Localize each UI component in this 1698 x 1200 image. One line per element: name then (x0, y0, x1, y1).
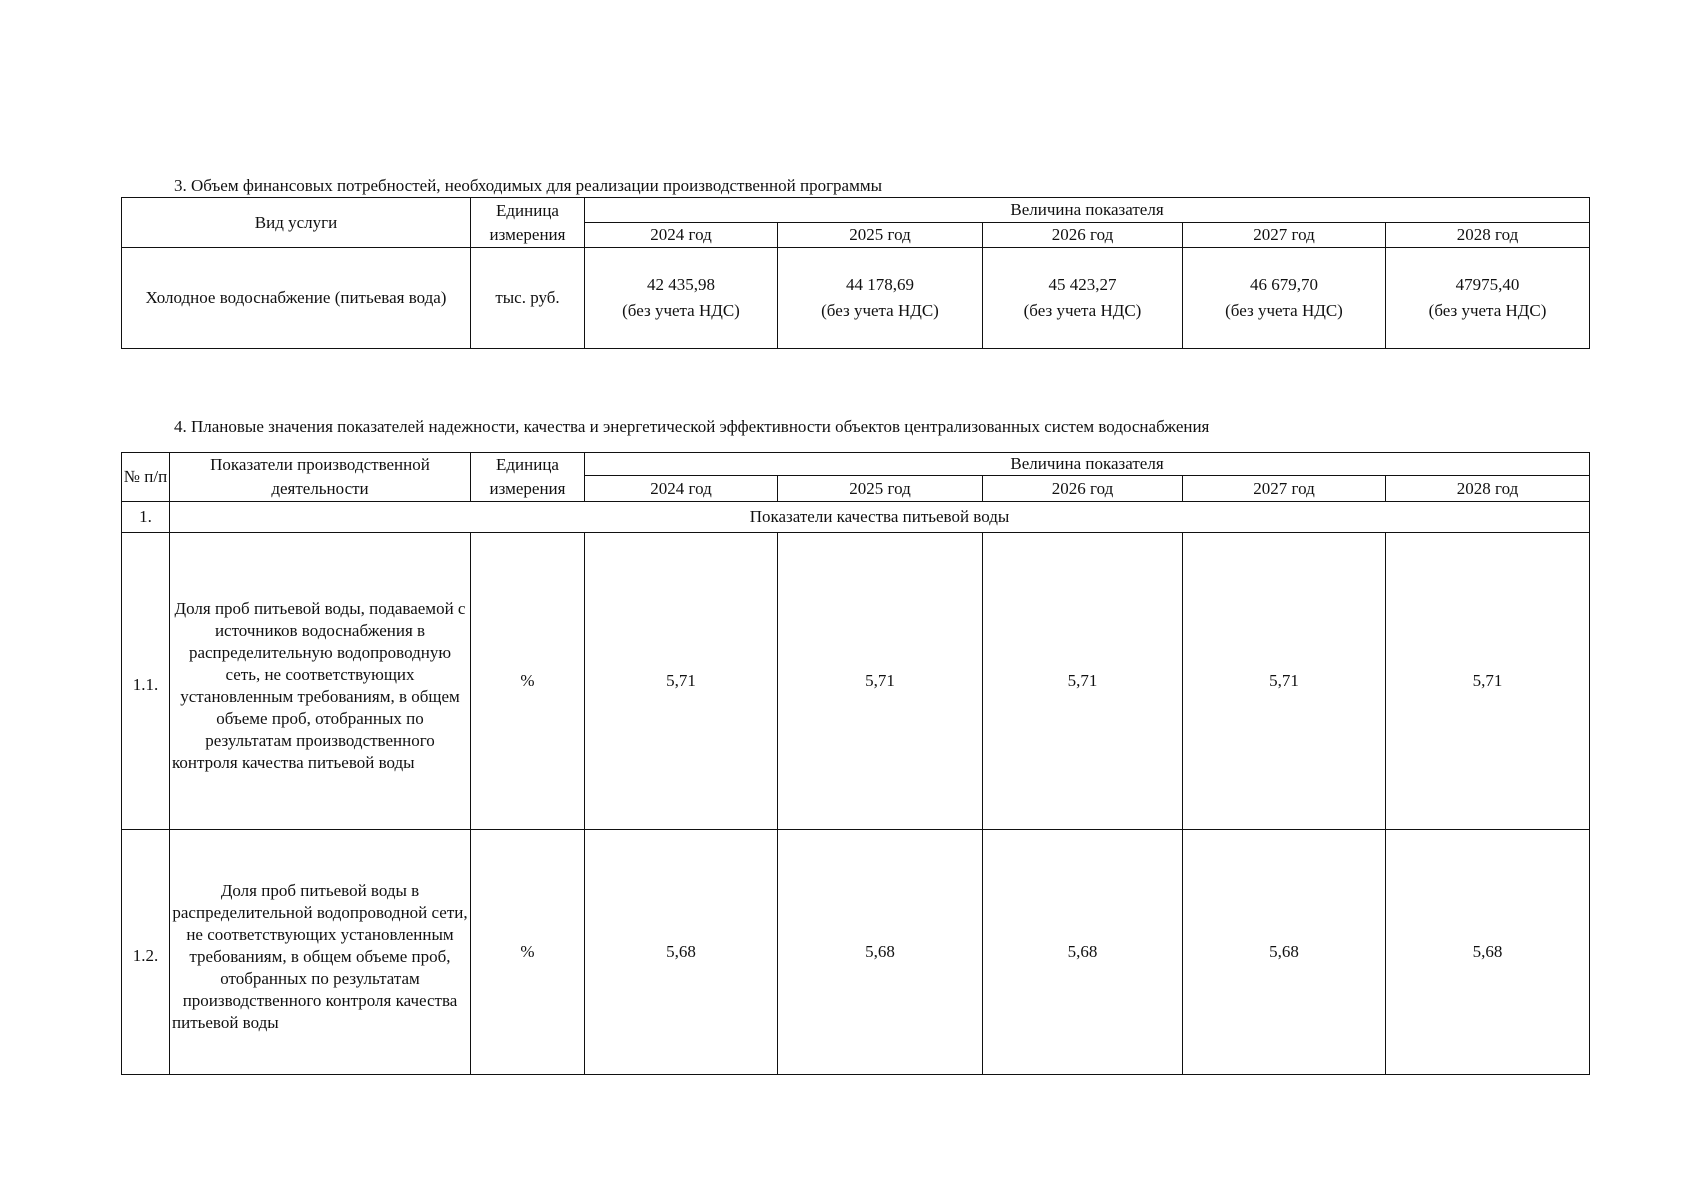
header-value: Величина показателя (585, 453, 1590, 476)
row-unit: % (471, 830, 585, 1075)
group-number: 1. (122, 502, 170, 533)
value-amount: 46 679,70 (1250, 275, 1318, 294)
section-4-heading: 4. Плановые значения показателей надежности, качества и энергетической эффективности объектов централизованных систем водоснабжения (174, 417, 1210, 436)
section-3-heading: 3. Объем финансовых потребностей, необходимых для реализации производственной программы (174, 176, 883, 195)
row-value-2024: 5,71 (585, 533, 778, 830)
value-amount: 45 423,27 (1048, 275, 1117, 294)
financial-needs-table (121, 197, 1590, 349)
row-value-2028: 5,68 (1386, 830, 1590, 1075)
row-value-2025: 5,68 (778, 830, 983, 1075)
row-value-2026: 5,71 (983, 533, 1183, 830)
group-title: Показатели качества питьевой воды (170, 502, 1590, 533)
value-2027 (1183, 248, 1386, 349)
row-indicator-text: Доля проб питьевой воды, подаваемой с источников водоснабжения в распределительную водопроводную сеть, не соответствующих установленным требованиям, в общем объеме проб, отобранных по результатам производственного контроля качества питьевой воды (170, 533, 471, 830)
value-note: (без учета НДС) (1225, 301, 1343, 320)
value-2028 (1386, 248, 1590, 349)
value-amount: 44 178,69 (846, 275, 914, 294)
value-note: (без учета НДС) (1428, 301, 1547, 320)
value-2024 (585, 248, 778, 349)
table4-header-row (122, 453, 1590, 476)
value-note: (без учета НДС) (622, 301, 740, 320)
table-row (122, 830, 1590, 1075)
row-number: 1.2. (122, 830, 170, 1075)
value-2026 (983, 248, 1183, 349)
value-amount: 47975,40 (1455, 275, 1520, 294)
header-year-2025: 2025 год (778, 223, 983, 248)
row-value-2028: 5,71 (1386, 533, 1590, 830)
value-2025 (778, 248, 983, 349)
service-name: Холодное водоснабжение (питьевая вода) (122, 248, 471, 349)
row-unit: % (471, 533, 585, 830)
row-value-2024: 5,68 (585, 830, 778, 1075)
table-row (122, 533, 1590, 830)
row-value-2026: 5,68 (983, 830, 1183, 1075)
value-note: (без учета НДС) (821, 301, 939, 320)
header-year-2024: 2024 год (585, 223, 778, 248)
row-number: 1.1. (122, 533, 170, 830)
quality-indicators-table (121, 452, 1590, 1075)
header-year-2027: 2027 год (1183, 223, 1386, 248)
header-service: Вид услуги (122, 198, 471, 248)
table3-header-row (122, 198, 1590, 223)
row-indicator-text: Доля проб питьевой воды в распределительной водопроводной сети, не соответствующих установленным требованиям, в общем объеме проб, отобранных по результатам производственного контроля качества питьевой воды (170, 830, 471, 1075)
row-value-2027: 5,71 (1183, 533, 1386, 830)
header-year-2027: 2027 год (1183, 476, 1386, 502)
group-row (122, 502, 1590, 533)
header-year-2028: 2028 год (1386, 476, 1590, 502)
value-amount: 42 435,98 (647, 275, 715, 294)
unit-cell: тыс. руб. (471, 248, 585, 349)
header-year-2026: 2026 год (983, 223, 1183, 248)
header-number: № п/п (122, 453, 170, 502)
header-value: Величина показателя (585, 198, 1590, 223)
header-unit: Единица измерения (471, 198, 585, 248)
header-year-2026: 2026 год (983, 476, 1183, 502)
header-year-2028: 2028 год (1386, 223, 1590, 248)
header-year-2025: 2025 год (778, 476, 983, 502)
row-value-2025: 5,71 (778, 533, 983, 830)
header-year-2024: 2024 год (585, 476, 778, 502)
table-row (122, 248, 1590, 349)
value-note: (без учета НДС) (1023, 301, 1142, 320)
row-value-2027: 5,68 (1183, 830, 1386, 1075)
header-unit: Единица измерения (471, 453, 585, 502)
header-indicators: Показатели производственной деятельности (170, 453, 471, 502)
